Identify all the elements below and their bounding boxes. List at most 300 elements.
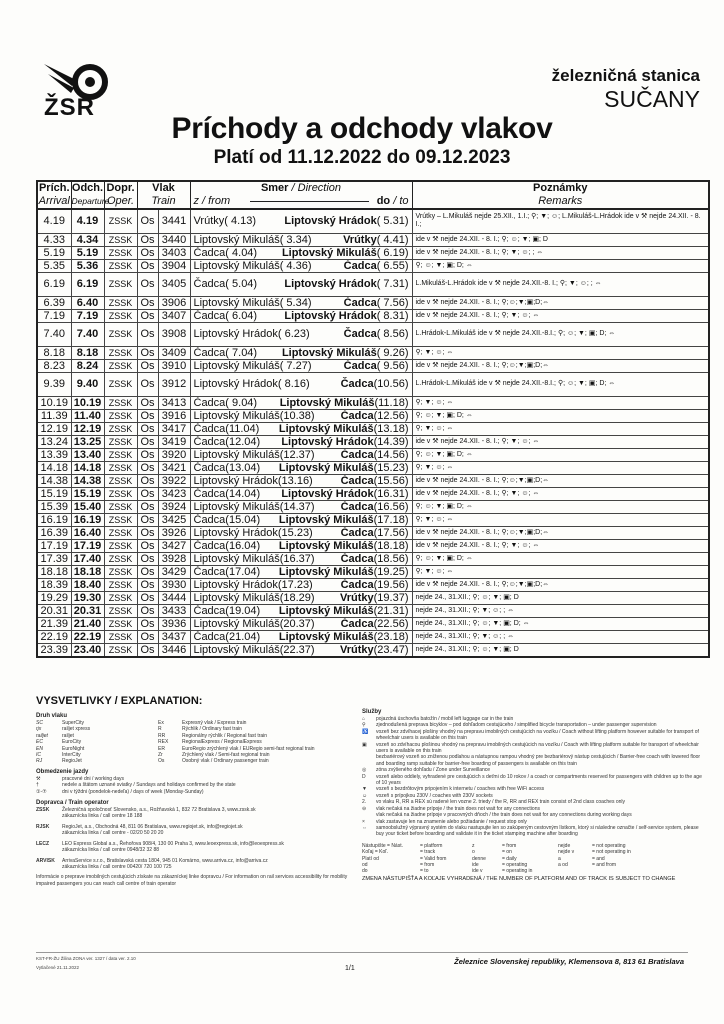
train-number: 3405 <box>158 272 190 296</box>
arrival-time: 15.19 <box>37 487 71 500</box>
direction <box>190 578 412 591</box>
operator: ZSSK <box>104 513 137 526</box>
table-row <box>37 461 709 474</box>
destination: Čadca(19.56) <box>340 578 409 591</box>
direction <box>190 617 412 630</box>
page-title: Príchody a odchody vlakov <box>171 112 553 145</box>
direction <box>190 526 412 539</box>
train-type: Os <box>137 461 158 474</box>
departure-time: 11.40 <box>71 409 104 422</box>
origin: Čadca(13.04) <box>193 461 261 474</box>
direction <box>190 246 412 259</box>
train-type: Os <box>137 272 158 296</box>
remarks: ide v ⚒ nejde 24.XII. - 8. I.; ⚲; ▼; ☺; ⇔ <box>412 539 709 552</box>
col-departure: Odch. Departure <box>71 181 104 209</box>
operator: ZSSK <box>104 359 137 372</box>
table-row <box>37 346 709 359</box>
departure-time: 6.40 <box>71 296 104 309</box>
arrival-time: 18.39 <box>37 578 71 591</box>
direction <box>190 409 412 422</box>
origin: Liptovský Mikuláš(14.37) <box>193 500 315 513</box>
departure-time: 15.19 <box>71 487 104 500</box>
destination: Čadca(10.56) <box>340 378 409 390</box>
operator: ZSSK <box>104 272 137 296</box>
arrival-time: 20.31 <box>37 604 71 617</box>
origin: Vrútky( 4.13) <box>193 215 257 228</box>
operator: ZSSK <box>104 487 137 500</box>
departure-time: 5.19 <box>71 246 104 259</box>
arrival-time: 10.19 <box>37 396 71 409</box>
service-entry: 2. vo vlaku R, RR a REX sú radené len vozne 2. triedy / the R, RR and REX train consist of 2nd class coaches only <box>362 799 626 806</box>
services-title: Služby <box>362 709 382 715</box>
operator: ZSSK <box>104 474 137 487</box>
origin: Čadca(14.04) <box>193 487 261 500</box>
departure-time: 22.19 <box>71 630 104 643</box>
origin: Liptovský Hrádok(17.23) <box>193 578 313 591</box>
restriction-entry: ①-⑦ dni v týždni (pondelok-nedeľa) / days of week (Monday-Sunday) <box>36 788 204 795</box>
origin: Čadca(12.04) <box>193 435 261 448</box>
destination: Liptovský Mikuláš( 9.26) <box>281 346 409 359</box>
train-number: 3413 <box>158 396 190 409</box>
train-type: Os <box>137 604 158 617</box>
operator: ZSSK <box>104 526 137 539</box>
arrival-time: 13.24 <box>37 435 71 448</box>
table-row <box>37 272 709 296</box>
arrival-time: 7.19 <box>37 309 71 322</box>
origin: Čadca( 4.04) <box>193 246 258 259</box>
table-row <box>37 209 709 233</box>
col-remarks: Poznámky Remarks <box>412 181 709 209</box>
remarks: L.Hrádok-L.Mikuláš ide v ⚒ nejde 24.XII.-8.I.; ⚲; ☺; ▼; ▣; D; ⇔ <box>412 322 709 346</box>
direction <box>190 487 412 500</box>
table-row <box>37 448 709 461</box>
operator: ZSSK <box>104 461 137 474</box>
departure-time: 14.18 <box>71 461 104 474</box>
remarks: nejde 24., 31.XII.; ⚲; ☺; ▼; ▣; D <box>412 643 709 657</box>
departure-time: 13.25 <box>71 435 104 448</box>
origin: Liptovský Mikuláš(10.38) <box>193 409 315 422</box>
train-number: 3916 <box>158 409 190 422</box>
restriction-entry: ⚒ pracovné dni / working days <box>36 775 124 782</box>
departure-time: 12.19 <box>71 422 104 435</box>
departure-time: 13.40 <box>71 448 104 461</box>
arrival-time: 5.35 <box>37 259 71 272</box>
remarks: ide v ⚒ nejde 24.XII. - 8. I.; ⚲; ☺; ▼; ▣; D <box>412 233 709 246</box>
origin: Liptovský Hrádok(13.16) <box>193 474 313 487</box>
train-number: 3924 <box>158 500 190 513</box>
train-number: 3419 <box>158 435 190 448</box>
operator: ZSSK <box>104 296 137 309</box>
train-number: 3908 <box>158 322 190 346</box>
departure-time: 7.19 <box>71 309 104 322</box>
table-row <box>37 643 709 657</box>
departure-time: 18.18 <box>71 565 104 578</box>
destination: Čadca(14.56) <box>340 448 409 461</box>
service-entry: ♿ vozeň bez zdvíhacej plošiny vhodný na prepravu imobilných cestujúcich na vozíku / Coach without lifting platform however suitable for transport of wheelchair users is available on this train <box>362 728 699 742</box>
remarks: ide v ⚒ nejde 24.XII. - 8. I.; ⚲;☺;▼;▣;D;⇔ <box>412 474 709 487</box>
remarks: ⚲; ▼; ☺; ⇔ <box>412 565 709 578</box>
table-row <box>37 500 709 513</box>
destination: Čadca(12.56) <box>340 409 409 422</box>
destination: Čadca(22.56) <box>340 617 409 630</box>
train-number: 3936 <box>158 617 190 630</box>
arrival-time: 13.39 <box>37 448 71 461</box>
origin: Liptovský Mikuláš( 7.27) <box>193 359 312 372</box>
legend-right <box>362 707 702 883</box>
destination: Čadca(15.56) <box>340 474 409 487</box>
train-type-entry: RJ RegioJet Os Osobný vlak / Ordinary passenger train <box>36 758 269 765</box>
departure-time: 4.34 <box>71 233 104 246</box>
arrival-time: 17.19 <box>37 539 71 552</box>
direction <box>190 513 412 526</box>
departure-time: 9.40 <box>71 372 104 396</box>
col-direction: Smer / Direction z / from do / to <box>190 181 412 209</box>
operator: ZSSK <box>104 565 137 578</box>
destination: Liptovský Mikuláš(19.25) <box>278 565 409 578</box>
table-row <box>37 435 709 448</box>
train-number: 3920 <box>158 448 190 461</box>
origin: Čadca(11.04) <box>193 422 260 435</box>
destination: Liptovský Mikuláš(13.18) <box>278 422 409 435</box>
operator: ZSSK <box>104 500 137 513</box>
remarks: nejde 24., 31.XII.; ⚲; ▼; ☺; ; ⇔ <box>412 604 709 617</box>
origin: Čadca(16.04) <box>193 539 261 552</box>
remarks: ide v ⚒ nejde 24.XII. - 8. I.; ⚲;☺;▼;▣;D;⇔ <box>412 526 709 539</box>
departure-time: 16.19 <box>71 513 104 526</box>
direction <box>190 552 412 565</box>
abbreviations <box>362 843 702 875</box>
direction <box>190 272 412 296</box>
destination: Liptovský Mikuláš(21.31) <box>278 604 409 617</box>
departure-time: 5.36 <box>71 259 104 272</box>
remarks: nejde 24., 31.XII.; ⚲; ☺; ▼; ▣; D <box>412 591 709 604</box>
train-type: Os <box>137 246 158 259</box>
train-type: Os <box>137 617 158 630</box>
train-type: Os <box>137 422 158 435</box>
abbreviation-entry: od = from ide = operating a od = and from <box>362 861 617 868</box>
train-number: 3417 <box>158 422 190 435</box>
departure-time: 20.31 <box>71 604 104 617</box>
table-row <box>37 296 709 309</box>
service-entry: ⚲ zjednodušená preprava bicyklov – pod dohľadom cestujúceho / simplified bicycle transportation – under passenger supervision <box>362 722 657 729</box>
arrival-time: 14.18 <box>37 461 71 474</box>
table-row <box>37 422 709 435</box>
direction <box>190 539 412 552</box>
train-type: Os <box>137 565 158 578</box>
departure-time: 4.19 <box>71 209 104 233</box>
station-label: železničná stanica <box>551 66 700 85</box>
train-type-entry: rjx railjet xpress R Rýchlik / Ordinary fast train <box>36 726 243 733</box>
table-row <box>37 539 709 552</box>
logo-text: ŽSR <box>44 94 95 121</box>
arrival-time: 4.33 <box>37 233 71 246</box>
arrival-time: 16.39 <box>37 526 71 539</box>
footer-meta: KST-FR-ŽU Žilina ZONA ver. 1327 / data ver. 2.10 Vytlačené 21.11.2022 <box>36 956 136 970</box>
table-row <box>37 246 709 259</box>
train-type: Os <box>137 539 158 552</box>
operator: ZSSK <box>104 448 137 461</box>
remarks: ide v ⚒ nejde 24.XII. - 8. I.; ⚲; ▼; ☺; ⇔ <box>412 487 709 500</box>
service-entry: × vlak zastavuje len na znamenie alebo požiadanie / request stop only <box>362 818 527 825</box>
destination: Čadca( 7.56) <box>343 296 409 309</box>
direction <box>190 604 412 617</box>
direction <box>190 296 412 309</box>
table-row <box>37 487 709 500</box>
operator-entry: RJSK RegioJet, a.s., Obchodná 48, 811 06 Bratislava, www.regiojet.sk, info@regiojet.sk zákaznícka linka / call centre - 02/20 50 20 20 <box>36 823 243 837</box>
departure-time: 10.19 <box>71 396 104 409</box>
train-number: 3440 <box>158 233 190 246</box>
remarks: ⚲; ▼; ☺; ⇔ <box>412 346 709 359</box>
train-number: 3930 <box>158 578 190 591</box>
direction <box>190 448 412 461</box>
destination: Liptovský Mikuláš(23.18) <box>278 630 409 643</box>
direction <box>190 643 412 657</box>
arrival-time: 6.19 <box>37 272 71 296</box>
destination: Čadca( 6.55) <box>343 259 409 272</box>
direction <box>190 422 412 435</box>
train-number: 3427 <box>158 539 190 552</box>
operator: ZSSK <box>104 552 137 565</box>
publisher: Železnice Slovenskej republiky, Klemensova 8, 813 61 Bratislava <box>454 957 684 966</box>
abbreviation-entry: do = to ide v = operating in <box>362 868 533 875</box>
train-type: Os <box>137 643 158 657</box>
abbreviation-entry: Nástupište = Nást. = platform z = from nejde = not operating <box>362 842 626 849</box>
arrival-time: 17.39 <box>37 552 71 565</box>
operator: ZSSK <box>104 259 137 272</box>
origin: Liptovský Mikuláš( 4.36) <box>193 259 312 272</box>
departure-time: 15.40 <box>71 500 104 513</box>
operator: ZSSK <box>104 246 137 259</box>
origin: Liptovský Mikuláš(12.37) <box>193 448 315 461</box>
operator: ZSSK <box>104 591 137 604</box>
operator: ZSSK <box>104 396 137 409</box>
remarks: ⚲; ☺; ▼; ▣; D; ⇔ <box>412 409 709 422</box>
train-types-title: Druh vlaku <box>36 713 68 719</box>
destination: Liptovský Hrádok( 8.31) <box>284 309 409 322</box>
table-row <box>37 578 709 591</box>
direction <box>190 500 412 513</box>
train-number: 3437 <box>158 630 190 643</box>
destination: Čadca( 8.56) <box>343 328 409 340</box>
remarks: ide v ⚒ nejde 24.XII. - 8. I.; ⚲; ▼; ☺; ⇔ <box>412 435 709 448</box>
origin: Čadca(17.04) <box>193 565 261 578</box>
operator: ZSSK <box>104 630 137 643</box>
train-number: 3922 <box>158 474 190 487</box>
table-row <box>37 259 709 272</box>
operator: ZSSK <box>104 604 137 617</box>
page-number: 1/1 <box>345 965 355 972</box>
train-type-entry: railjet railjet RR Regionálny rýchlik / Regional fast train <box>36 732 268 739</box>
explanation-title: VYSVETLIVKY / EXPLANATION: <box>36 695 203 707</box>
train-type: Os <box>137 309 158 322</box>
train-number: 3407 <box>158 309 190 322</box>
table-row <box>37 409 709 422</box>
train-type: Os <box>137 630 158 643</box>
train-type-entry: SC SuperCity Ex Expresný vlak / Express train <box>36 720 247 726</box>
footer-divider <box>36 952 688 953</box>
table-row <box>37 604 709 617</box>
train-number: 3906 <box>158 296 190 309</box>
remarks: ⚲; ▼; ☺; ⇔ <box>412 513 709 526</box>
train-number: 3423 <box>158 487 190 500</box>
train-number: 3421 <box>158 461 190 474</box>
departure-time: 8.24 <box>71 359 104 372</box>
origin: Čadca(21.04) <box>193 630 261 643</box>
arrival-time: 23.39 <box>37 643 71 657</box>
train-number: 3926 <box>158 526 190 539</box>
train-type: Os <box>137 513 158 526</box>
direction <box>190 309 412 322</box>
direction <box>190 474 412 487</box>
train-type: Os <box>137 435 158 448</box>
remarks: ide v ⚒ nejde 24.XII. - 8. I.; ⚲; ▼; ☺; ; ⇔ <box>412 246 709 259</box>
col-operator: Dopr. Oper. <box>104 181 137 209</box>
origin: Liptovský Mikuláš( 5.34) <box>193 296 312 309</box>
origin: Liptovský Mikuláš( 3.34) <box>193 233 312 246</box>
train-type: Os <box>137 372 158 396</box>
departure-time: 18.40 <box>71 578 104 591</box>
platform-change-notice: ZMENA NÁSTUPIŠŤA A KOĽAJE VYHRADENÁ / THE NUMBER OF PLATFORM AND OF TRACK IS SUBJECT TO CHANGE <box>362 875 676 882</box>
abbreviation-entry: Platí od = Valid from denne = daily a = and <box>362 855 605 862</box>
remarks: ide v ⚒ nejde 24.XII. - 8. I.; ⚲;☺;▼;▣;D;⇔ <box>412 296 709 309</box>
direction <box>190 396 412 409</box>
direction-arrow <box>250 201 369 202</box>
operator: ZSSK <box>104 643 137 657</box>
arrival-time: 7.40 <box>37 322 71 346</box>
train-type: Os <box>137 322 158 346</box>
service-entry: vlak nečaká na žiadne prípoje v pracovných dňoch / the train does not wait for any connections during working days <box>376 812 632 819</box>
operator: ZSSK <box>104 309 137 322</box>
origin: Čadca(19.04) <box>193 604 261 617</box>
arrival-time: 4.19 <box>37 209 71 233</box>
origin: Liptovský Hrádok( 8.16) <box>193 378 310 390</box>
train-type: Os <box>137 409 158 422</box>
direction <box>190 435 412 448</box>
departure-time: 19.30 <box>71 591 104 604</box>
train-type: Os <box>137 346 158 359</box>
departure-time: 14.38 <box>71 474 104 487</box>
train-number: 3433 <box>158 604 190 617</box>
table-row <box>37 552 709 565</box>
service-entry: ⊖ vlak nečaká na žiadne prípoje / the train does not wait for any connections <box>362 805 540 812</box>
departure-time: 8.18 <box>71 346 104 359</box>
service-entry: D vozeň alebo oddiely, vyhradené pre cestujúcich s deťmi do 10 rokov / a coach or compartments reserved for passengers with children up to the age of 10 years <box>362 773 702 787</box>
departure-time: 17.40 <box>71 552 104 565</box>
operator: ZSSK <box>104 422 137 435</box>
arrival-time: 18.18 <box>37 565 71 578</box>
operator: ZSSK <box>104 435 137 448</box>
table-row <box>37 322 709 346</box>
train-number: 3409 <box>158 346 190 359</box>
legend-left <box>36 711 356 887</box>
restriction-entry: † nedele a štátom uznané sviatky / Sundays and holidays confirmed by the state <box>36 782 236 789</box>
origin: Liptovský Hrádok( 6.23) <box>193 328 310 340</box>
destination: Liptovský Hrádok(14.39) <box>281 435 409 448</box>
arrival-time: 8.18 <box>37 346 71 359</box>
destination: Vrútky(23.47) <box>340 643 409 656</box>
remarks: ⚲; ☺; ▼; ▣; D; ⇔ <box>412 500 709 513</box>
destination: Liptovský Mikuláš( 6.19) <box>281 246 409 259</box>
origin: Čadca( 5.04) <box>193 278 258 290</box>
origin: Čadca(15.04) <box>193 513 261 526</box>
origin: Liptovský Mikuláš(22.37) <box>193 643 315 656</box>
table-row <box>37 591 709 604</box>
departure-time: 21.40 <box>71 617 104 630</box>
service-entry: ☺ vozeň s prípojkou 230V / coaches with 230V sockets <box>362 792 493 799</box>
operator: ZSSK <box>104 409 137 422</box>
train-type: Os <box>137 474 158 487</box>
service-entry: ▼ vozeň s bezdrôtovým pripojením k internetu / coaches with free WiFi access <box>362 786 545 793</box>
destination: Čadca( 9.56) <box>343 359 409 372</box>
direction <box>190 461 412 474</box>
arrival-time: 16.19 <box>37 513 71 526</box>
destination: Liptovský Mikuláš(18.18) <box>278 539 409 552</box>
direction <box>190 209 412 233</box>
operator: ZSSK <box>104 578 137 591</box>
direction <box>190 233 412 246</box>
operator: ZSSK <box>104 539 137 552</box>
destination: Liptovský Hrádok(16.31) <box>281 487 409 500</box>
operator: ZSSK <box>104 372 137 396</box>
train-number: 3425 <box>158 513 190 526</box>
train-type: Os <box>137 526 158 539</box>
col-train: Vlak Train <box>137 181 190 209</box>
direction <box>190 259 412 272</box>
train-number: 3444 <box>158 591 190 604</box>
destination: Liptovský Mikuláš(11.18) <box>279 396 409 409</box>
destination: Liptovský Hrádok( 7.31) <box>284 278 409 290</box>
service-entry: bezbariérový vozeň so zníženou podlahou a nástupnou rampou vhodný pre bezbariérový nástup cestujúcich / Barrier-free coach with lowered floor and boarding ramp suitable for barrier-free boarding of passengers is available on this train <box>376 754 701 767</box>
operator-entry: LECZ LEO Express Global a.s., Řehořova 908/4, 130 00 Praha 3, www.leoexpress.sk, info@leoexpress.sk zákaznícka linka / call centre 0948/32 32 88 <box>36 840 284 854</box>
train-number: 3403 <box>158 246 190 259</box>
operator: ZSSK <box>104 322 137 346</box>
table-row <box>37 233 709 246</box>
arrival-time: 12.19 <box>37 422 71 435</box>
departure-time: 6.19 <box>71 272 104 296</box>
departure-time: 7.40 <box>71 322 104 346</box>
remarks: ide v ⚒ nejde 24.XII. - 8. I.; ⚲; ▼; ☺; ⇔ <box>412 309 709 322</box>
operator-entry: ZSSK Železničná spoločnosť Slovensko, a.s., Rožňavská 1, 832 72 Bratislava 3, www.zssk.sk zákaznícka linka / call centre 18 188 <box>36 807 256 820</box>
table-row <box>37 309 709 322</box>
origin: Čadca( 7.04) <box>193 346 258 359</box>
operator: ZSSK <box>104 346 137 359</box>
col-arrival: Prích. Arrival <box>38 182 70 207</box>
remarks: ⚲; ☺; ▼; ▣; D; ⇔ <box>412 552 709 565</box>
arrival-time: 8.23 <box>37 359 71 372</box>
table-row <box>37 565 709 578</box>
origin: Liptovský Mikuláš(16.37) <box>193 552 315 565</box>
remarks: ⚲; ▼; ☺; ⇔ <box>412 422 709 435</box>
remarks: L.Hrádok-L.Mikuláš ide v ⚒ nejde 24.XII.-8.I.; ⚲; ☺; ▼; ▣; D; ⇔ <box>412 372 709 396</box>
departure-time: 23.40 <box>71 643 104 657</box>
remarks: nejde 24., 31.XII.; ⚲; ▼; ☺; ; ⇔ <box>412 630 709 643</box>
remarks: ide v ⚒ nejde 24.XII. - 8. I.; ⚲;☺;▼;▣;D;⇔ <box>412 578 709 591</box>
service-entry: ◎ zóna zvýšeného dohľadu / Zone under Surveillance <box>362 767 491 774</box>
arrival-time: 5.19 <box>37 246 71 259</box>
remarks: ⚲; ☺; ▼; ▣; D; ⇔ <box>412 259 709 272</box>
train-number: 3441 <box>158 209 190 233</box>
arrival-time: 14.38 <box>37 474 71 487</box>
table-row <box>37 372 709 396</box>
operator: ZSSK <box>104 209 137 233</box>
train-type: Os <box>137 591 158 604</box>
table-row <box>37 396 709 409</box>
train-type: Os <box>137 209 158 233</box>
train-type: Os <box>137 359 158 372</box>
departure-time: 16.40 <box>71 526 104 539</box>
arrival-time: 9.39 <box>37 372 71 396</box>
remarks: ⚲; ☺; ▼; ▣; D; ⇔ <box>412 448 709 461</box>
